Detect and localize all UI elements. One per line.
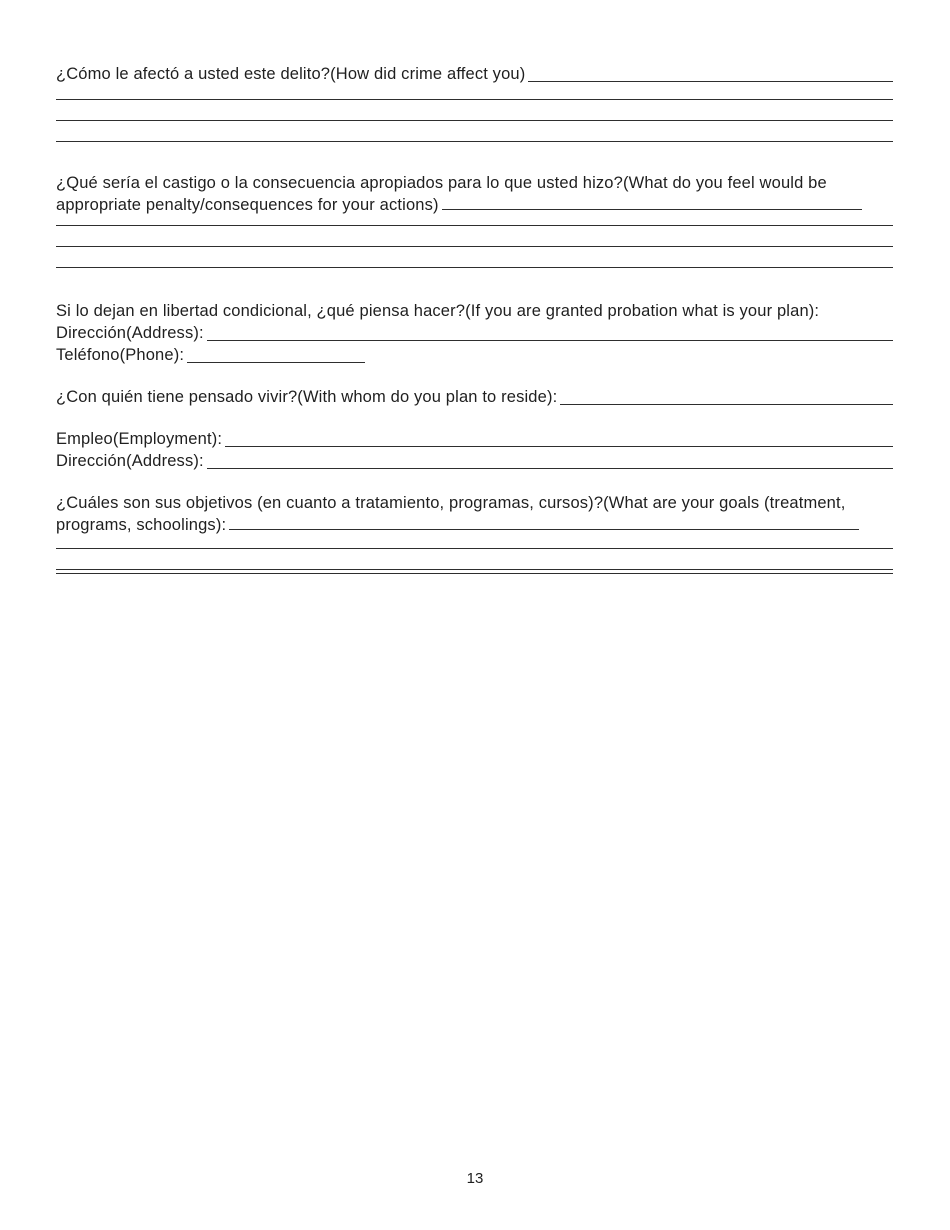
answer-line bbox=[56, 549, 893, 570]
answer-line bbox=[56, 121, 893, 142]
answer-line bbox=[442, 208, 862, 210]
field-row-phone bbox=[56, 344, 893, 366]
answer-line bbox=[56, 536, 893, 549]
section-crime-effect bbox=[56, 63, 893, 142]
answer-line bbox=[229, 528, 859, 530]
question-goals-text: ¿Cuáles son sus objetivos (en cuanto a tratamiento, programas, cursos)?(What are your goals (treatment, programs, schoolings): bbox=[56, 494, 846, 534]
section-goals bbox=[56, 492, 893, 574]
answer-line bbox=[56, 226, 893, 247]
answer-line bbox=[56, 100, 893, 121]
question-crime-effect-text: ¿Cómo le afectó a usted este delito?(How did crime affect you) bbox=[56, 65, 526, 83]
question-row-residence bbox=[56, 386, 893, 408]
section-probation-plan bbox=[56, 300, 893, 366]
address-label: Dirección(Address): bbox=[56, 452, 204, 470]
section-residence bbox=[56, 386, 893, 408]
answer-line bbox=[207, 322, 893, 341]
field-row-address bbox=[56, 322, 893, 344]
answer-line bbox=[528, 63, 893, 82]
answer-line bbox=[56, 85, 893, 100]
employment-label: Empleo(Employment): bbox=[56, 430, 223, 448]
question-goals-paragraph bbox=[56, 492, 893, 536]
field-row-employment-address bbox=[56, 450, 893, 472]
answer-line bbox=[225, 428, 893, 447]
section-penalty bbox=[56, 172, 893, 268]
section-employment bbox=[56, 428, 893, 472]
answer-line bbox=[187, 344, 365, 363]
answer-line bbox=[56, 216, 893, 226]
field-row-employment bbox=[56, 428, 893, 450]
page-number: 13 bbox=[466, 1170, 484, 1187]
question-penalty-text: ¿Qué sería el castigo o la consecuencia apropiados para lo que usted hizo?(What do you feel would be appropriate penalty/consequences for your actions) bbox=[56, 174, 827, 214]
address-label: Dirección(Address): bbox=[56, 324, 204, 342]
question-row-crime-effect bbox=[56, 63, 893, 85]
section-end-rule bbox=[56, 570, 893, 574]
answer-line bbox=[56, 247, 893, 268]
question-penalty-paragraph bbox=[56, 172, 893, 216]
answer-line bbox=[207, 450, 893, 469]
phone-label: Teléfono(Phone): bbox=[56, 346, 185, 364]
question-residence-text: ¿Con quién tiene pensado vivir?(With whom do you plan to reside): bbox=[56, 388, 558, 406]
answer-line bbox=[560, 386, 893, 405]
question-probation-plan-text: Si lo dejan en libertad condicional, ¿qué piensa hacer?(If you are granted probation what is your plan): bbox=[56, 302, 820, 320]
